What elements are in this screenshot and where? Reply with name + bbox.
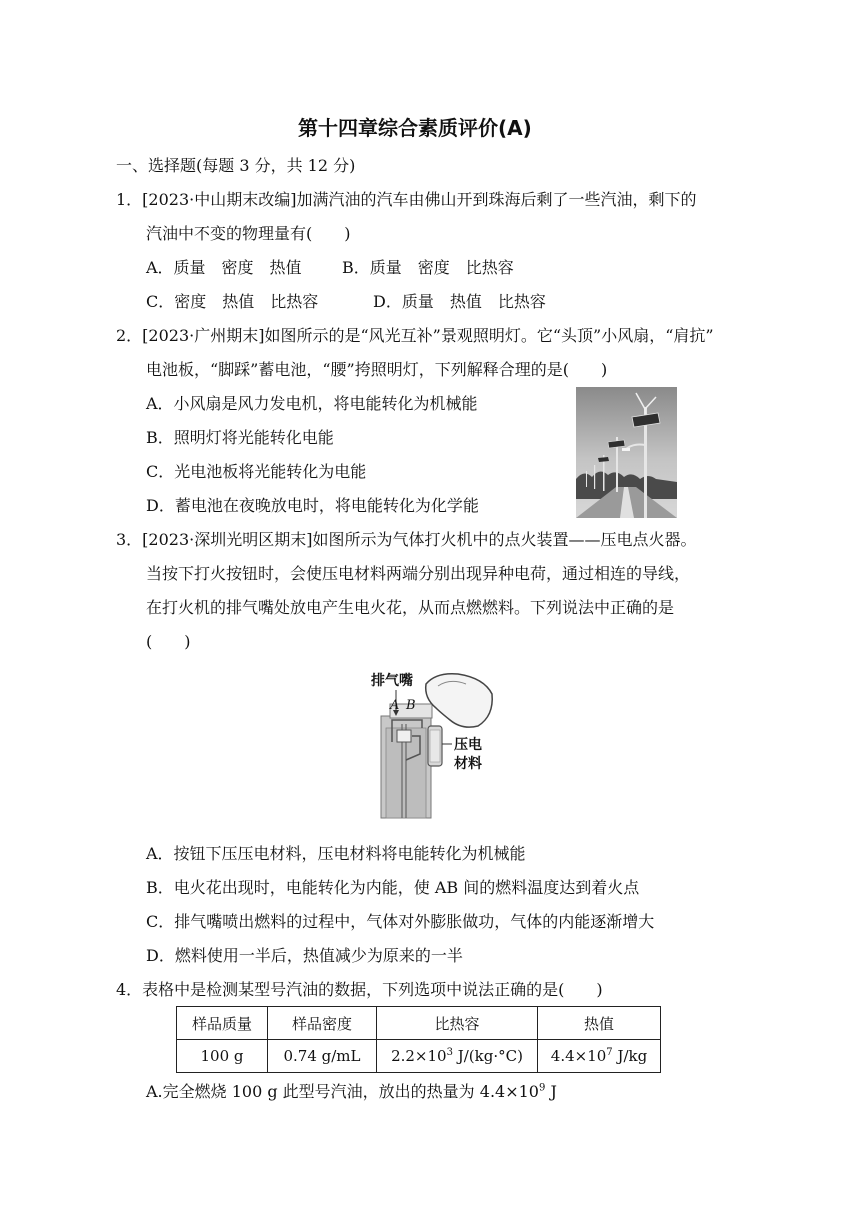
street-lamp-photo	[576, 387, 677, 518]
point-a-label: A	[390, 698, 400, 713]
q3-option-b: B．电火花出现时，电能转化为内能，使 AB 间的燃料温度达到着火点	[146, 878, 640, 897]
q1-option-a: A．质量 密度 热值	[146, 258, 302, 277]
q2-option-c: C．光电池板将光能转化为电能	[146, 462, 367, 481]
header-specific-heat: 比热容	[377, 1007, 538, 1040]
heat-value-exponent: 7	[606, 1047, 613, 1058]
section-heading: 一、选择题(每题 3 分，共 12 分)	[116, 156, 356, 175]
q4-option-a-exponent: 9	[538, 1082, 546, 1094]
q2-stem-line2: 电池板，“脚踩”蓄电池，“腰”挎照明灯，下列解释合理的是( )	[146, 360, 608, 379]
q2-option-b: B．照明灯将光能转化电能	[146, 428, 334, 447]
q3-stem-line2: 当按下打火按钮时，会使压电材料两端分别出现异种电荷，通过相连的导线，	[146, 564, 691, 583]
q1-option-b: B．质量 密度 比热容	[342, 258, 514, 277]
specific-heat-unit: J/(kg·°C)	[452, 1047, 523, 1065]
q1-option-d: D．质量 热值 比热容	[373, 292, 546, 311]
cell-density: 0.74 g/mL	[268, 1040, 377, 1073]
heat-value-unit: J/kg	[612, 1047, 648, 1065]
q3-option-a: A．按钮下压压电材料，压电材料将电能转化为机械能	[146, 844, 526, 863]
cell-specific-heat	[377, 1040, 538, 1073]
q2-option-d: D．蓄电池在夜晚放电时，将电能转化为化学能	[146, 496, 479, 515]
q3-stem-line1: 3．[2023·深圳光明区期末]如图所示为气体打火机中的点火装置——压电点火器。	[116, 530, 697, 549]
q1-stem-line2: 汽油中不变的物理量有( )	[146, 224, 351, 243]
gasoline-data-table	[176, 1006, 661, 1073]
q2-option-a: A．小风扇是风力发电机，将电能转化为机械能	[146, 394, 478, 413]
specific-heat-exponent: 3	[446, 1047, 453, 1058]
cell-mass: 100 g	[177, 1040, 268, 1073]
table-row	[177, 1040, 661, 1073]
page-title: 第十四章综合素质评价(A)	[298, 116, 532, 140]
q4-option-a-unit: J	[545, 1082, 557, 1101]
header-density: 样品密度	[268, 1007, 377, 1040]
q4-option-a	[146, 1082, 557, 1102]
q3-stem-line3: 在打火机的排气嘴处放电产生电火花，从而点燃燃料。下列说法中正确的是	[146, 598, 675, 617]
q1-stem-line1: 1．[2023·中山期末改编]加满汽油的汽车由佛山开到珠海后剩了一些汽油，剩下的	[116, 190, 697, 209]
header-mass: 样品质量	[177, 1007, 268, 1040]
q1-option-c: C．密度 热值 比热容	[146, 292, 319, 311]
q3-option-c: C．排气嘴喷出燃料的过程中，气体对外膨胀做功，气体的内能逐渐增大	[146, 912, 655, 931]
point-b-label: B	[406, 698, 416, 713]
q4-stem: 4．表格中是检测某型号汽油的数据，下列选项中说法正确的是( )	[116, 980, 603, 999]
piezo-label-line1: 压电	[454, 737, 482, 753]
header-heat-value: 热值	[538, 1007, 661, 1040]
piezo-label-line2: 材料	[454, 756, 482, 772]
igniter-figure	[366, 664, 496, 820]
q3-option-d: D．燃料使用一半后，热值减少为原来的一半	[146, 946, 463, 965]
cell-heat-value	[538, 1040, 661, 1073]
q2-stem-line1: 2．[2023·广州期末]如图所示的是“风光互补”景观照明灯。它“头顶”小风扇，“肩抗”	[116, 326, 714, 345]
q3-stem-line4: ( )	[146, 632, 191, 651]
specific-heat-base: 2.2×10	[391, 1047, 447, 1065]
heat-value-base: 4.4×10	[550, 1047, 607, 1065]
q4-option-a-base: A.完全燃烧 100 g 此型号汽油，放出的热量为 4.4×10	[146, 1082, 539, 1101]
nozzle-label: 排气嘴	[371, 673, 413, 689]
table-header-row	[177, 1007, 661, 1040]
